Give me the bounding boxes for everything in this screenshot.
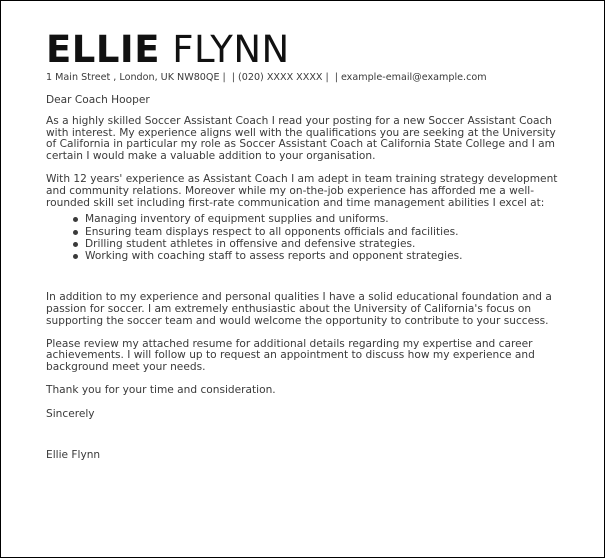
contact-line [46, 72, 487, 84]
skills-list [46, 213, 566, 262]
closing: Sincerely [46, 407, 95, 420]
contact-phone: (020) XXXX XXXX [238, 72, 323, 83]
contact-separator: | [334, 72, 338, 83]
last-name: FLYNN [172, 28, 290, 71]
paragraph-intro: As a highly skilled Soccer Assistant Coach I read your posting for a new Soccer Assistant Coach with interest. My experience aligns well with the qualifications you are seeking at the University of California in particular my role as Soccer Assistant Coach at California State College and I am certain I would make a valuable addition to your organisation. [46, 114, 556, 163]
contact-separator: | [231, 72, 235, 83]
salutation: Dear Coach Hooper [46, 94, 150, 106]
paragraph-education: In addition to my experience and personal qualities I have a solid educational foundation and a passion for soccer. I am extremely enthusiastic about the University of California's focus on supporting the soccer team and would welcome the opportunity to contribute to your success. [46, 291, 552, 327]
list-item: Drilling student athletes in offensive and defensive strategies. [85, 238, 566, 250]
list-item: Working with coaching staff to assess reports and opponent strategies. [85, 250, 566, 262]
contact-address: 1 Main Street , London, UK NW80QE [46, 72, 220, 83]
contact-separator: | [325, 72, 329, 83]
first-name: ELLIE [46, 28, 160, 71]
letter-body [46, 95, 566, 461]
paragraph-experience: With 12 years' experience as Assistant Coach I am adept in team training strategy development and community relations. Moreover while my on-the-job experience has afforded me a well-rounded skill set including first-rate communication and time management abilities I excel at: [46, 172, 558, 209]
contact-email: example-email@example.com [340, 72, 487, 83]
signature-name: Ellie Flynn [46, 448, 101, 461]
list-item: Ensuring team displays respect to all opponents officials and facilities. [85, 226, 566, 238]
thanks-line: Thank you for your time and consideration. [46, 383, 276, 396]
contact-separator: | [222, 72, 226, 83]
paragraph-follow-up: Please review my attached resume for additional details regarding my expertise and career achievements. I will follow up to request an appointment to discuss how my experience and background meet your needs. [46, 337, 535, 374]
list-item: Managing inventory of equipment supplies and uniforms. [85, 213, 566, 225]
applicant-name-heading [46, 30, 290, 70]
